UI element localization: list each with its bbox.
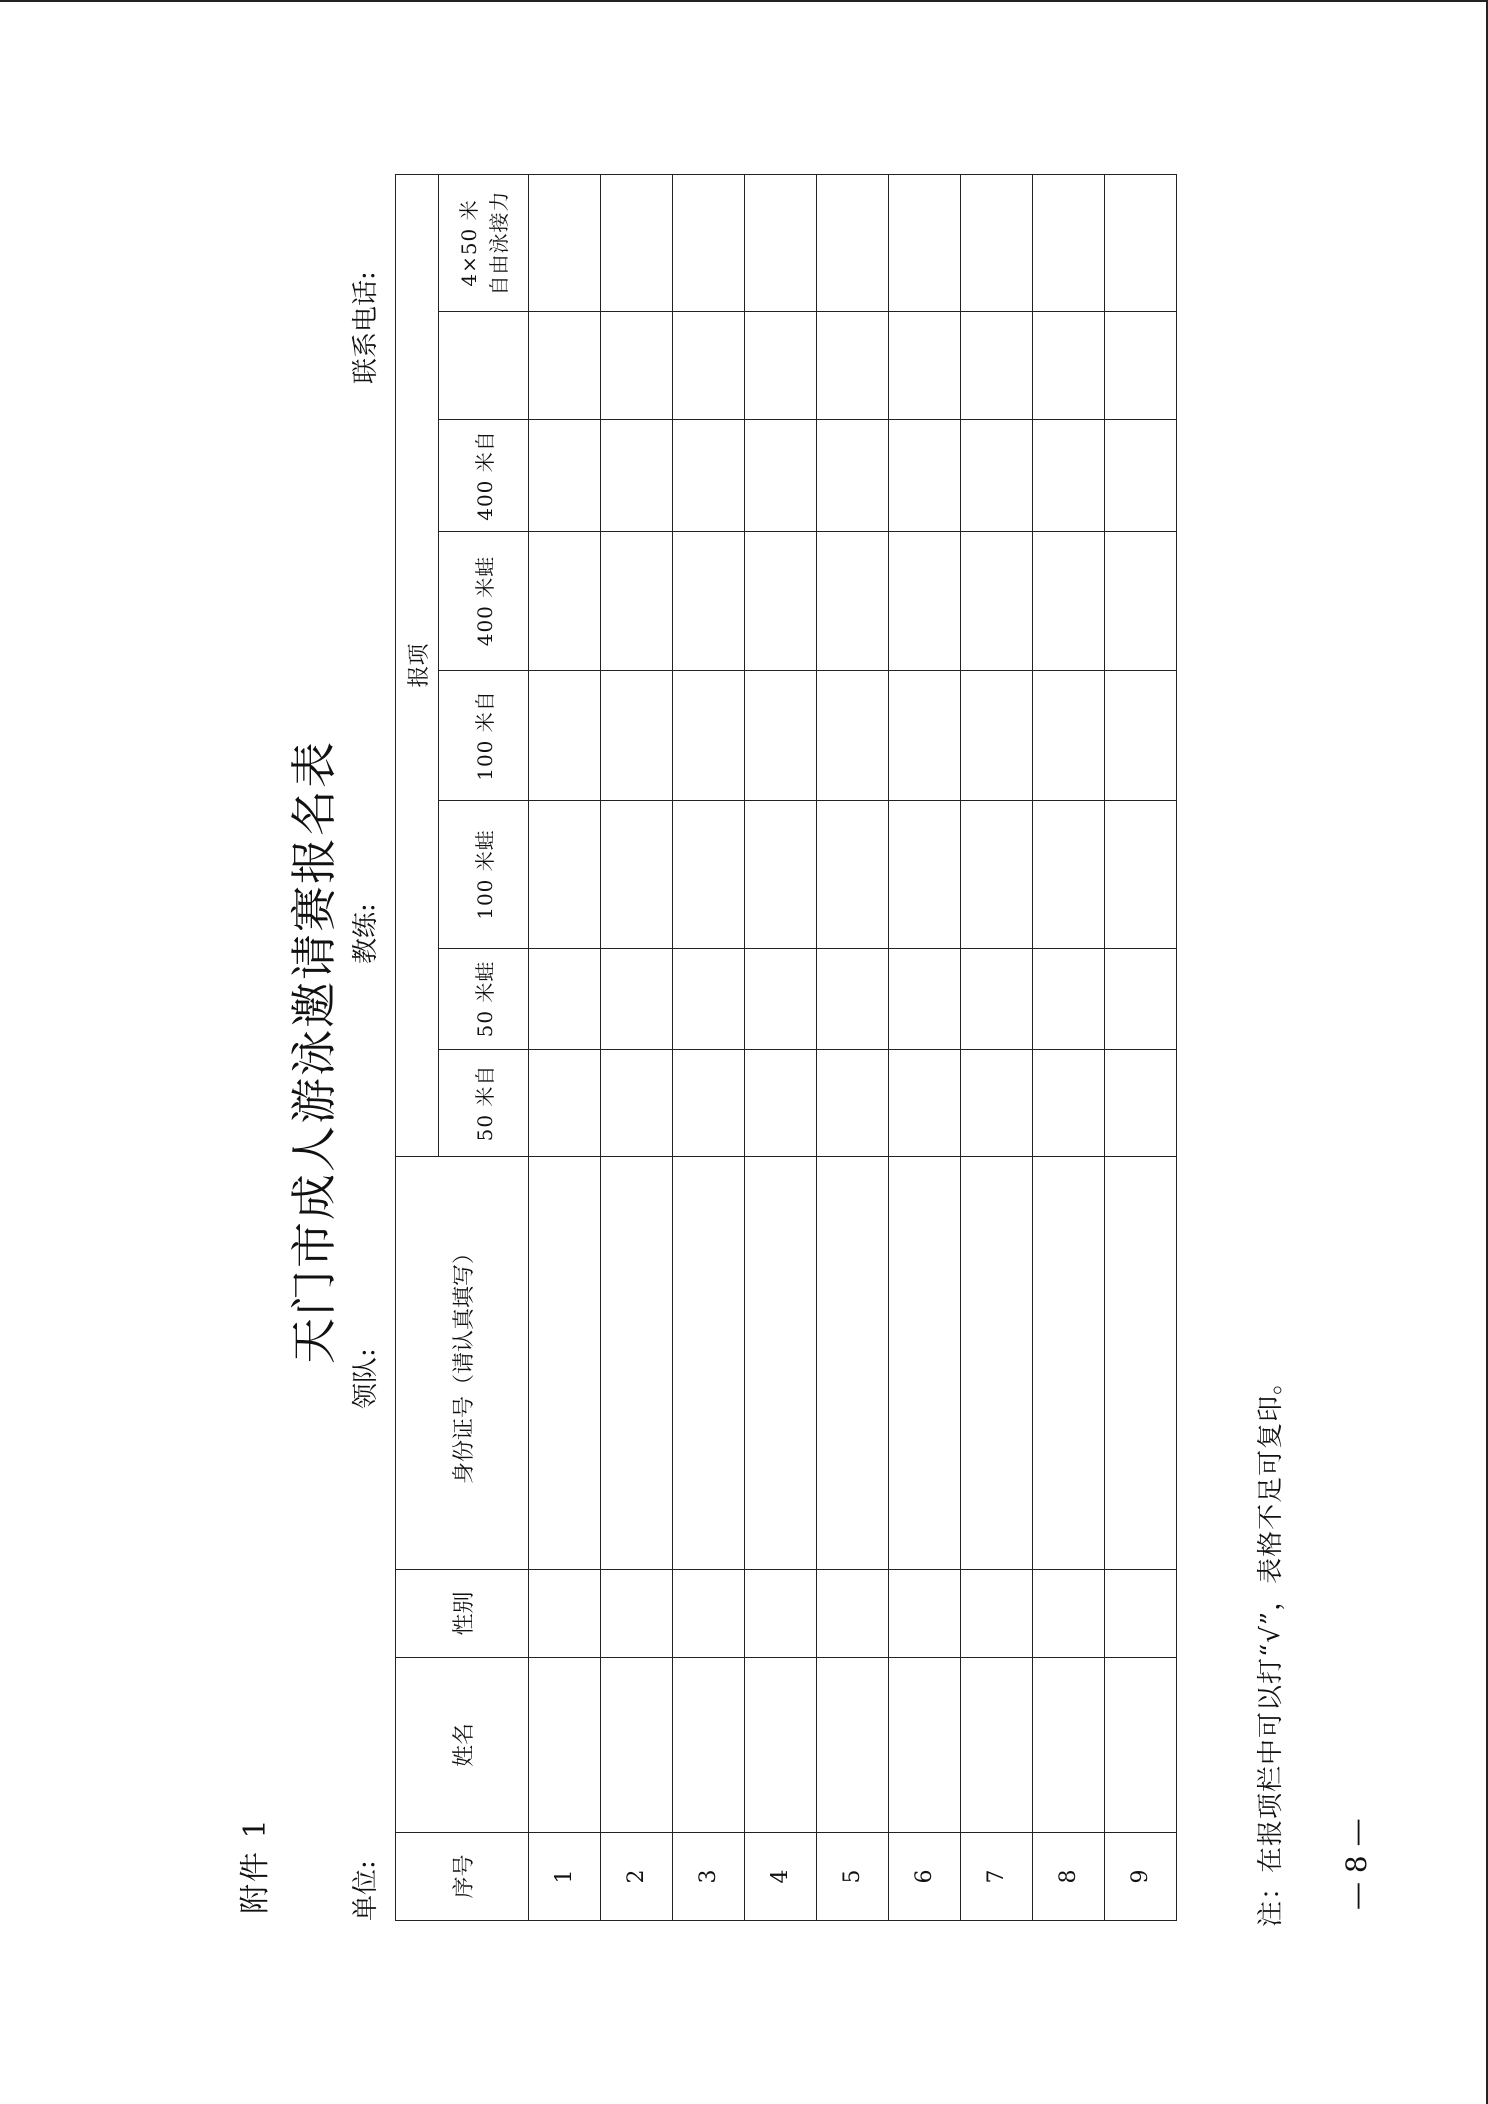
header-event-blank	[439, 312, 529, 420]
row-name-cell[interactable]	[817, 1658, 889, 1833]
row-id-cell[interactable]	[673, 1157, 745, 1570]
header-event-100-breast: 100 米蛙	[439, 801, 529, 949]
unit-label: 单位:	[351, 1860, 381, 1921]
row-name-cell[interactable]	[961, 1658, 1033, 1833]
row-e5-cell[interactable]	[1033, 532, 1105, 671]
row-e6-cell[interactable]	[1105, 420, 1177, 532]
header-name: 姓名	[396, 1658, 529, 1833]
header-event-100-free: 100 米自	[439, 671, 529, 801]
row-e4-cell[interactable]	[817, 671, 889, 801]
table-row	[817, 175, 889, 1921]
row-id-cell[interactable]	[817, 1157, 889, 1570]
table-row	[889, 175, 961, 1921]
row-e8-cell[interactable]	[601, 175, 673, 312]
row-e5-cell[interactable]	[601, 532, 673, 671]
row-id-cell[interactable]	[745, 1157, 817, 1570]
row-e6-cell[interactable]	[601, 420, 673, 532]
row-seq-cell: 1	[529, 1833, 601, 1921]
row-e8-cell[interactable]	[745, 175, 817, 312]
row-gender-cell[interactable]	[673, 1570, 745, 1658]
row-gender-cell[interactable]	[961, 1570, 1033, 1658]
row-e7-cell[interactable]	[745, 312, 817, 420]
registration-table	[395, 174, 1177, 1921]
row-e8-cell[interactable]	[529, 175, 601, 312]
row-e7-cell[interactable]	[1105, 312, 1177, 420]
row-e2-cell[interactable]	[961, 949, 1033, 1050]
row-e4-cell[interactable]	[961, 671, 1033, 801]
row-e8-cell[interactable]	[673, 175, 745, 312]
row-e2-cell[interactable]	[529, 949, 601, 1050]
row-e1-cell[interactable]	[961, 1050, 1033, 1157]
table-row	[601, 175, 673, 1921]
header-id-number: 身份证号（请认真填写）	[396, 1157, 529, 1570]
row-e3-cell[interactable]	[673, 801, 745, 949]
row-e8-cell[interactable]	[1033, 175, 1105, 312]
header-seq: 序号	[396, 1833, 529, 1921]
header-event-relay	[439, 175, 529, 312]
table-row	[1105, 175, 1177, 1921]
row-e4-cell[interactable]	[1033, 671, 1105, 801]
row-id-cell[interactable]	[1033, 1157, 1105, 1570]
row-name-cell[interactable]	[1105, 1658, 1177, 1833]
row-e7-cell[interactable]	[961, 312, 1033, 420]
form-title: 天门市成人游泳邀请赛报名表	[287, 740, 341, 1364]
header-event-400-free: 400 米自	[439, 420, 529, 532]
row-e1-cell[interactable]	[529, 1050, 601, 1157]
row-e5-cell[interactable]	[529, 532, 601, 671]
row-e6-cell[interactable]	[673, 420, 745, 532]
row-e4-cell[interactable]	[529, 671, 601, 801]
row-e2-cell[interactable]	[673, 949, 745, 1050]
row-id-cell[interactable]	[1105, 1157, 1177, 1570]
row-e6-cell[interactable]	[529, 420, 601, 532]
row-e1-cell[interactable]	[889, 1050, 961, 1157]
row-e7-cell[interactable]	[889, 312, 961, 420]
row-name-cell[interactable]	[601, 1658, 673, 1833]
row-seq-cell: 9	[1105, 1833, 1177, 1921]
row-e2-cell[interactable]	[601, 949, 673, 1050]
row-id-cell[interactable]	[529, 1157, 601, 1570]
relay-line-2: 自由泳接力	[486, 190, 511, 296]
row-id-cell[interactable]	[961, 1157, 1033, 1570]
table-row	[745, 175, 817, 1921]
row-e6-cell[interactable]	[1033, 420, 1105, 532]
row-e7-cell[interactable]	[817, 312, 889, 420]
row-gender-cell[interactable]	[529, 1570, 601, 1658]
row-e7-cell[interactable]	[601, 312, 673, 420]
row-e8-cell[interactable]	[817, 175, 889, 312]
row-e2-cell[interactable]	[817, 949, 889, 1050]
row-id-cell[interactable]	[601, 1157, 673, 1570]
row-e3-cell[interactable]	[745, 801, 817, 949]
table-row	[673, 175, 745, 1921]
row-e1-cell[interactable]	[817, 1050, 889, 1157]
row-e6-cell[interactable]	[889, 420, 961, 532]
row-e8-cell[interactable]	[961, 175, 1033, 312]
row-e3-cell[interactable]	[961, 801, 1033, 949]
row-e1-cell[interactable]	[601, 1050, 673, 1157]
row-e2-cell[interactable]	[1105, 949, 1177, 1050]
table-row	[1033, 175, 1105, 1921]
row-e1-cell[interactable]	[673, 1050, 745, 1157]
row-e4-cell[interactable]	[745, 671, 817, 801]
row-e5-cell[interactable]	[673, 532, 745, 671]
row-e6-cell[interactable]	[745, 420, 817, 532]
row-gender-cell[interactable]	[817, 1570, 889, 1658]
row-e6-cell[interactable]	[961, 420, 1033, 532]
row-e4-cell[interactable]	[889, 671, 961, 801]
row-seq-cell: 5	[817, 1833, 889, 1921]
row-e3-cell[interactable]	[817, 801, 889, 949]
table-row	[961, 175, 1033, 1921]
row-e4-cell[interactable]	[673, 671, 745, 801]
row-e5-cell[interactable]	[961, 532, 1033, 671]
header-event-50-breast: 50 米蛙	[439, 949, 529, 1050]
row-seq-cell: 7	[961, 1833, 1033, 1921]
phone-label: 联系电话:	[351, 271, 381, 384]
row-name-cell[interactable]	[673, 1658, 745, 1833]
row-e1-cell[interactable]	[1033, 1050, 1105, 1157]
row-e8-cell[interactable]	[1105, 175, 1177, 312]
row-gender-cell[interactable]	[889, 1570, 961, 1658]
row-e1-cell[interactable]	[1105, 1050, 1177, 1157]
row-e5-cell[interactable]	[745, 532, 817, 671]
form-note: 注：在报项栏中可以打“√”，表格不足可复印。	[1256, 1367, 1286, 1927]
row-name-cell[interactable]	[1033, 1658, 1105, 1833]
row-seq-cell: 4	[745, 1833, 817, 1921]
row-e3-cell[interactable]	[529, 801, 601, 949]
row-e7-cell[interactable]	[529, 312, 601, 420]
row-seq-cell: 8	[1033, 1833, 1105, 1921]
attachment-label: 附件 1	[238, 1817, 273, 1914]
row-e3-cell[interactable]	[601, 801, 673, 949]
row-e3-cell[interactable]	[889, 801, 961, 949]
page-number: — 8 —	[1340, 1818, 1373, 1910]
row-id-cell[interactable]	[889, 1157, 961, 1570]
row-e8-cell[interactable]	[889, 175, 961, 312]
table-body	[529, 175, 1177, 1921]
row-name-cell[interactable]	[529, 1658, 601, 1833]
row-gender-cell[interactable]	[1105, 1570, 1177, 1658]
table-row	[529, 175, 601, 1921]
leader-label: 领队:	[351, 1348, 381, 1409]
row-e2-cell[interactable]	[889, 949, 961, 1050]
relay-line-1: 4×50 米	[456, 199, 481, 287]
row-e1-cell[interactable]	[745, 1050, 817, 1157]
coach-label: 教练:	[351, 903, 381, 964]
header-event-400-breast: 400 米蛙	[439, 532, 529, 671]
row-e7-cell[interactable]	[673, 312, 745, 420]
row-e5-cell[interactable]	[1105, 532, 1177, 671]
header-gender: 性别	[396, 1570, 529, 1658]
header-event-50-free: 50 米自	[439, 1050, 529, 1157]
row-e3-cell[interactable]	[1033, 801, 1105, 949]
row-e3-cell[interactable]	[1105, 801, 1177, 949]
header-events-group: 报项	[396, 175, 439, 1157]
row-e5-cell[interactable]	[817, 532, 889, 671]
row-e4-cell[interactable]	[601, 671, 673, 801]
row-name-cell[interactable]	[889, 1658, 961, 1833]
row-seq-cell: 2	[601, 1833, 673, 1921]
row-e2-cell[interactable]	[1033, 949, 1105, 1050]
row-e4-cell[interactable]	[1105, 671, 1177, 801]
row-gender-cell[interactable]	[1033, 1570, 1105, 1658]
row-gender-cell[interactable]	[745, 1570, 817, 1658]
row-e6-cell[interactable]	[817, 420, 889, 532]
row-name-cell[interactable]	[745, 1658, 817, 1833]
row-e5-cell[interactable]	[889, 532, 961, 671]
row-seq-cell: 3	[673, 1833, 745, 1921]
row-seq-cell: 6	[889, 1833, 961, 1921]
row-gender-cell[interactable]	[601, 1570, 673, 1658]
row-e2-cell[interactable]	[745, 949, 817, 1050]
row-e7-cell[interactable]	[1033, 312, 1105, 420]
